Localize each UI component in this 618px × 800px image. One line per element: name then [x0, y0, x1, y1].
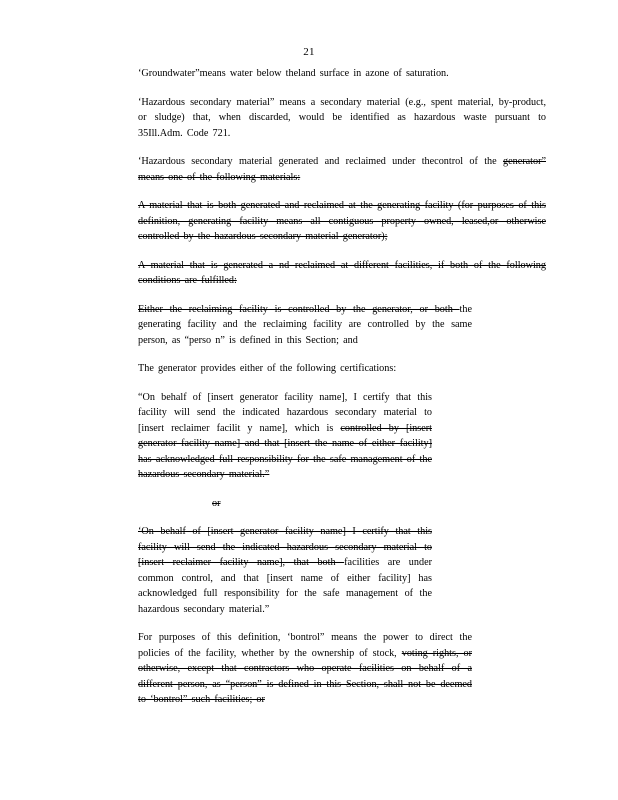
struck-text-run: A material that is generated a nd reclaimed at different facilities, if both of the following conditions are fulfilled:: [138, 259, 546, 286]
text-run: ‘Hazardous secondary material generated and reclaimed under thecontrol of the: [138, 156, 504, 167]
document-body: [138, 66, 546, 708]
struck-text-run: Either the reclaiming facility is controlled by the generator, or both: [138, 303, 460, 315]
paragraph-reclaiming-facility-controlled: [138, 302, 472, 349]
paragraph-or-connector: [212, 496, 546, 512]
paragraph-groundwater-definition: [138, 66, 546, 82]
text-run: water below theland surface in azone of saturation.: [225, 68, 449, 79]
text-run: For purposes of this definition, ‘bontrol” means the power to direct the policies of the facility, whether by the ownership of stock,: [138, 632, 472, 659]
paragraph-hsm-generated-reclaimed-definition: [138, 154, 546, 185]
struck-text-run: or: [212, 497, 221, 509]
paragraph-certification-one: [138, 390, 432, 483]
paragraph-generator-provides-certifications: [138, 361, 472, 377]
struck-text-run: ‘On behalf of [insert generator facility name] I certify that this facility will send the indicated hazardous secondary material to [insert reclaimer facility name], that both: [138, 526, 432, 568]
text-run: The generator provides either of the following certifications:: [138, 363, 397, 374]
paragraph-material-generated-reclaimed-same-facility: [138, 198, 546, 245]
text-run: the generating facility and the reclaiming facility are controlled by the same person, as “perso n” is defined in this Section; and: [138, 303, 472, 346]
struck-text-run: voting rights, or otherwise, except that contractors who operate facilities on behalf of a different person, as “person” is defined in this Section, shall not be deemed to ‘bontrol” such facilities; or: [138, 647, 472, 705]
text-run: ‘Groundwater”means: [138, 68, 226, 79]
text-run: “On behalf of [insert generator facility name], I certify that this facility will send the indicated hazardous secondary material to [insert reclaimer facilit y name], which is: [138, 391, 432, 434]
page-number: 21: [303, 46, 315, 58]
text-run: ‘Hazardous secondary material” means a secondary material (e.g., spent material, by-product, or sludge) that, when discarded, would be identified as hazardous waste pursuant to 35Ill.Adm. Code 721.: [138, 96, 546, 139]
struck-text-run: generator” means one of the following materials:: [138, 156, 546, 183]
text-run: facilities are under common control, and that [insert name of either facility] has acknowledged full responsibility for the safe management of the hazardous secondary material.”: [138, 557, 433, 615]
paragraph-control-definition: [138, 630, 472, 708]
paragraph-hazardous-secondary-material-definition: [138, 95, 546, 142]
struck-text-run: controlled by [insert generator facility name] and that [insert the name of either facility] has acknowledged full responsibility for the safe management of the hazardous secondary material.”: [138, 422, 432, 480]
struck-text-run: A material that is both generated and reclaimed at the generating facility (for purposes of this definition, generating facility means all contiguous property owned, leased,or otherwise controlled by the hazardous secondary material generator);: [138, 200, 546, 242]
paragraph-material-generated-reclaimed-different-facilities: [138, 258, 546, 289]
paragraph-certification-two: [138, 524, 432, 617]
